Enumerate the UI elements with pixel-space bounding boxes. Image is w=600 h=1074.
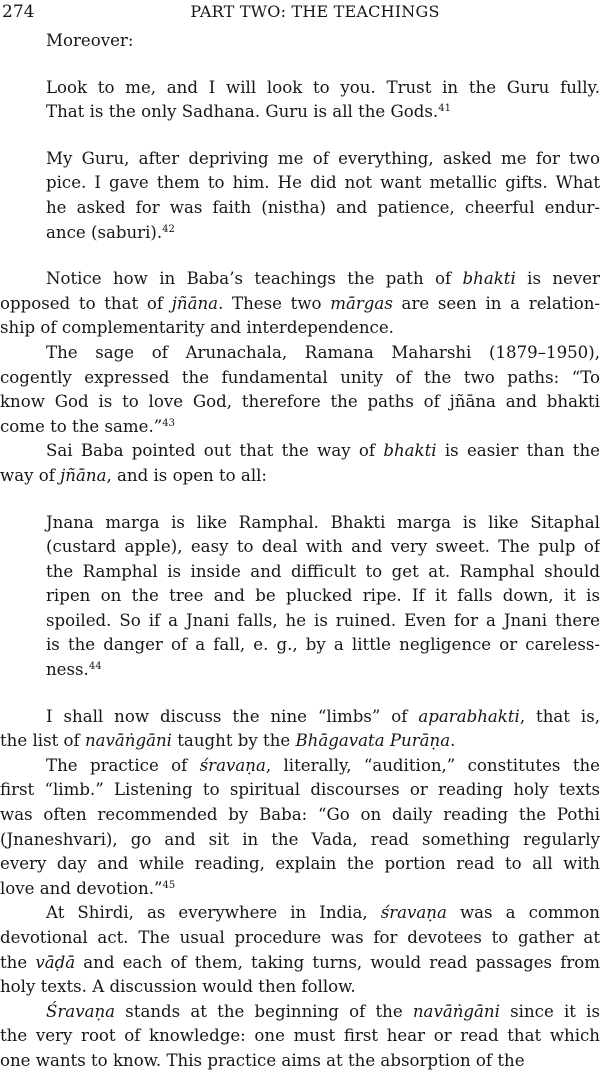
running-head: PART TWO: THE TEACHINGS xyxy=(190,2,440,21)
text-line xyxy=(46,511,600,536)
text-line xyxy=(46,221,600,246)
text-run: know God is to love God, therefore the paths of jñāna and bhakti xyxy=(0,392,600,412)
text-run: Notice how in Baba’s teachings the path of xyxy=(46,269,463,289)
text-line xyxy=(46,29,600,54)
text-run: taught by the xyxy=(171,731,296,751)
text-run: the xyxy=(0,952,36,972)
text-run: come to the same.” xyxy=(0,416,163,436)
paragraph xyxy=(0,439,600,488)
text-run: . These two xyxy=(218,293,331,313)
paragraph xyxy=(0,705,600,754)
text-line xyxy=(0,415,600,440)
footnote-ref: 43 xyxy=(162,417,175,429)
text-line xyxy=(0,729,600,754)
italic-term: mārgas xyxy=(330,293,393,313)
text-line xyxy=(0,390,600,415)
footnote-ref: 44 xyxy=(88,661,102,673)
text-run: At Shirdi, as everywhere in India, xyxy=(46,903,381,923)
text-run: cogently expressed the fundamental unity of the two paths: “To xyxy=(0,367,600,387)
footnote-ref: 45 xyxy=(162,879,176,891)
footnote-ref: 42 xyxy=(162,223,175,235)
text-run: is the danger of a fall, e. g., by a little negligence or careless- xyxy=(46,635,600,655)
block-quote xyxy=(0,29,600,54)
text-line xyxy=(0,975,600,1000)
text-run: was often recommended by Baba: “Go on daily reading the Pothi xyxy=(0,805,600,825)
text-line xyxy=(46,609,600,634)
text-line xyxy=(46,535,600,560)
italic-term: bhakti xyxy=(383,441,437,461)
text-run: every day and while reading, explain the portion read to all with xyxy=(0,854,600,874)
block-quote xyxy=(0,147,600,245)
text-run: the list of xyxy=(0,731,85,751)
text-run: is never xyxy=(515,269,600,289)
italic-term: bhakti xyxy=(462,269,516,289)
text-line xyxy=(46,100,600,125)
text-run: My Guru, after depriving me of everything, asked me for two xyxy=(46,148,600,168)
text-line xyxy=(0,828,600,853)
text-line xyxy=(0,926,600,951)
text-line xyxy=(0,705,600,730)
text-run: ance (saburi). xyxy=(46,222,163,242)
text-run: love and devotion.” xyxy=(0,878,163,898)
italic-term: vāḍā xyxy=(35,952,76,972)
text-run: one wants to know. This practice aims at the absorption of the xyxy=(0,1050,525,1070)
text-line xyxy=(46,147,600,172)
text-run: , that is, xyxy=(519,706,600,726)
text-run: is easier than the xyxy=(436,441,600,461)
text-line xyxy=(0,366,600,391)
page-header xyxy=(0,0,600,26)
text-run: (Jnaneshvari), go and sit in the Vada, read something regularly xyxy=(0,829,600,849)
text-run: the Ramphal is inside and difficult to get at. Ramphal should xyxy=(46,561,600,581)
text-run: first “limb.” Listening to spiritual discourses or reading holy texts xyxy=(0,780,600,800)
text-line xyxy=(46,76,600,101)
italic-term: śravaṇa xyxy=(199,755,266,775)
text-run: since it is xyxy=(499,1001,600,1021)
paragraph xyxy=(0,754,600,902)
text-line xyxy=(0,341,600,366)
text-run: That is the only Sadhana. Guru is all the Gods. xyxy=(46,102,439,122)
text-run: (custard apple), easy to deal with and very sweet. The pulp of xyxy=(46,537,600,557)
text-line xyxy=(0,439,600,464)
page-body xyxy=(0,29,600,1074)
paragraph xyxy=(0,1000,600,1074)
text-run: Sai Baba pointed out that the way of xyxy=(46,441,384,461)
text-run: stands at the beginning of the xyxy=(115,1001,413,1021)
text-line xyxy=(46,560,600,585)
text-line xyxy=(0,852,600,877)
italic-term: navāṅgāni xyxy=(84,731,172,751)
text-run: way of xyxy=(0,465,61,485)
paragraph xyxy=(0,267,600,341)
footnote-ref: 41 xyxy=(438,103,451,115)
italic-term: aparabhakti xyxy=(418,706,520,726)
text-run: the very root of knowledge: one must first hear or read that which xyxy=(0,1026,600,1046)
text-line xyxy=(0,267,600,292)
text-line xyxy=(46,584,600,609)
text-run: ship of complementarity and interdependence. xyxy=(0,318,394,338)
text-line xyxy=(0,1049,600,1074)
text-run: devotional act. The usual procedure was for devotees to gather at xyxy=(0,928,600,947)
text-run: The sage of Arunachala, Ramana Maharshi (1879–1950), xyxy=(46,342,600,362)
text-line xyxy=(46,658,600,683)
text-line xyxy=(46,171,600,196)
text-run: Moreover: xyxy=(46,31,134,50)
text-run: , literally, “audition,” constitutes the xyxy=(265,755,600,775)
italic-term: Śravaṇa xyxy=(46,1001,116,1021)
text-run: The practice of xyxy=(46,755,200,775)
text-line xyxy=(0,901,600,926)
text-line xyxy=(0,754,600,779)
block-quote xyxy=(0,76,600,125)
italic-term: jñāna xyxy=(60,465,107,485)
text-run: . xyxy=(450,731,456,751)
italic-term: navāṅgāni xyxy=(412,1001,500,1021)
text-run: I shall now discuss the nine “limbs” of xyxy=(46,706,419,726)
text-line xyxy=(46,196,600,221)
text-line xyxy=(0,464,600,489)
italic-term: jñāna xyxy=(171,293,219,313)
text-run: ness. xyxy=(46,660,89,680)
text-run: are seen in a relation- xyxy=(392,293,600,313)
text-line xyxy=(46,633,600,658)
text-line xyxy=(0,1000,600,1025)
text-run: opposed to that of xyxy=(0,293,172,313)
text-run: spoiled. So if a Jnani falls, he is ruined. Even for a Jnani there xyxy=(46,610,600,630)
text-line xyxy=(0,1024,600,1049)
text-run: pice. I gave them to him. He did not want metallic gifts. What xyxy=(46,173,600,193)
text-line xyxy=(0,778,600,803)
text-run: holy texts. A discussion would then follow. xyxy=(0,977,356,997)
text-run: Look to me, and I will look to you. Trust in the Guru fully. xyxy=(46,77,600,97)
text-run: Jnana marga is like Ramphal. Bhakti marga is like Sitaphal xyxy=(46,512,600,532)
text-line xyxy=(0,316,600,341)
text-run: was a common xyxy=(446,903,600,923)
text-run: he asked for was faith (nistha) and patience, cheerful endur- xyxy=(46,197,600,217)
text-run: ripen on the tree and be plucked ripe. If it falls down, it is xyxy=(46,586,600,606)
italic-term: Bhāgavata Purāṇa xyxy=(295,731,451,751)
text-line xyxy=(0,803,600,828)
text-line xyxy=(0,951,600,976)
text-line xyxy=(0,292,600,317)
page-number: 274 xyxy=(2,2,35,22)
text-line xyxy=(0,877,600,902)
block-quote xyxy=(0,511,600,683)
paragraph xyxy=(0,901,600,999)
paragraph xyxy=(0,341,600,439)
italic-term: śravaṇa xyxy=(380,903,447,923)
text-run: and each of them, taking turns, would read passages from xyxy=(75,952,600,972)
text-run: , and is open to all: xyxy=(106,465,268,485)
